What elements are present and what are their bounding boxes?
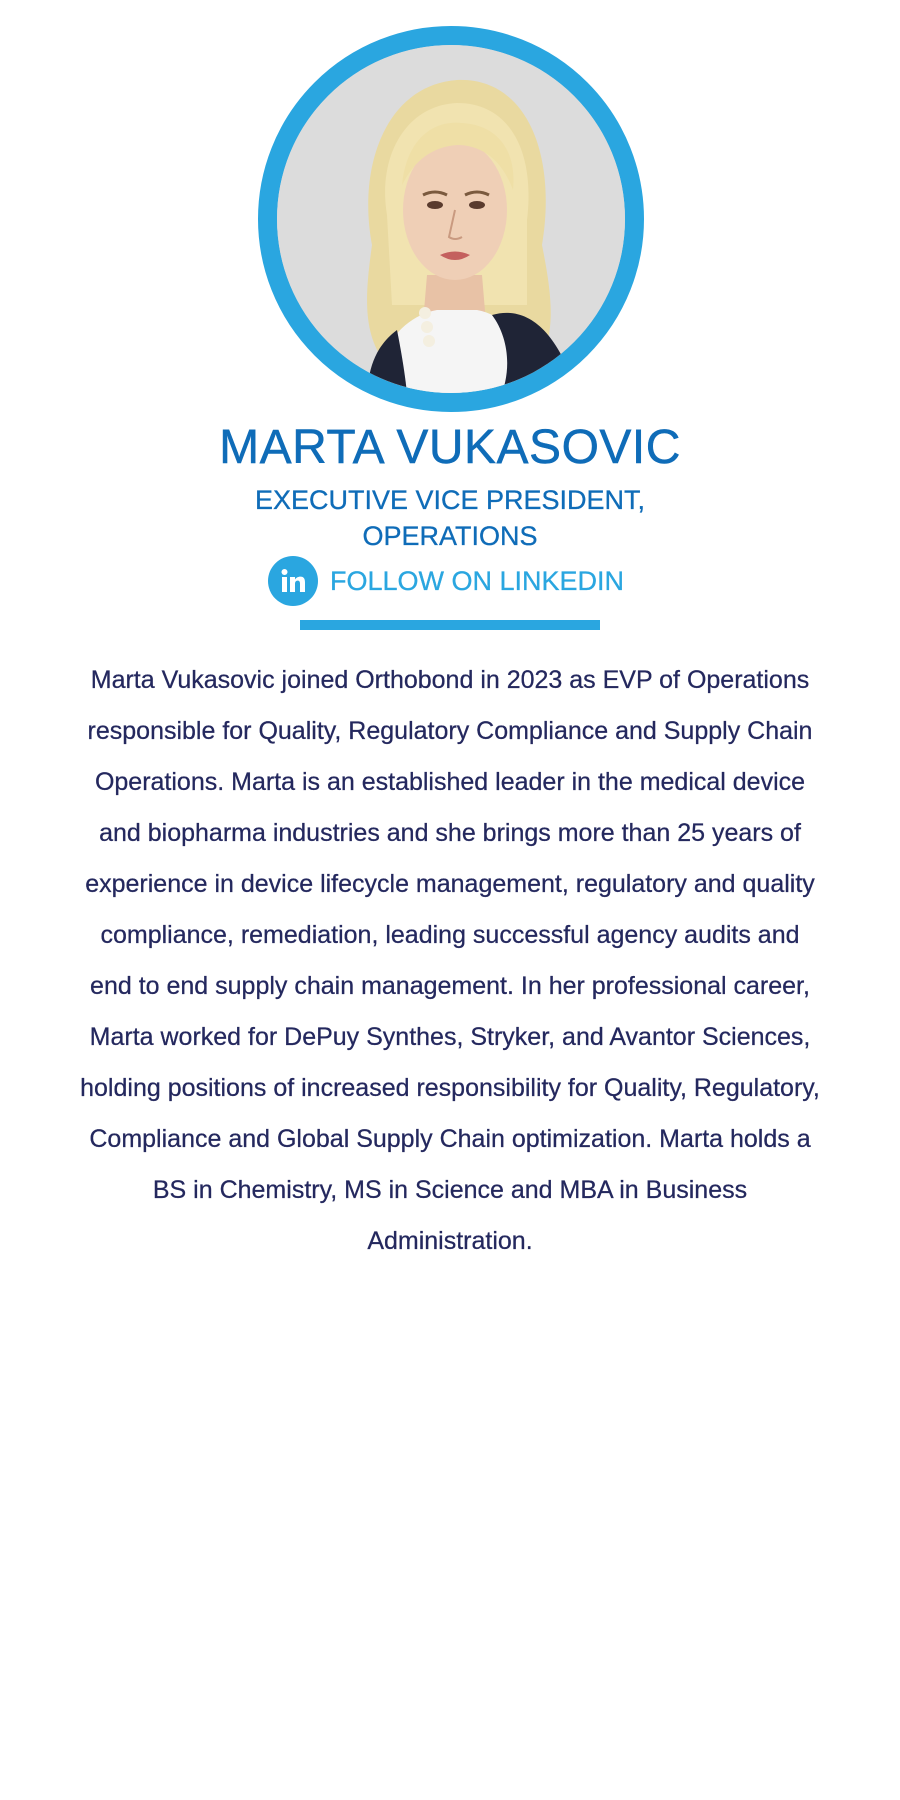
section-divider xyxy=(300,620,600,630)
portrait-illustration xyxy=(277,45,625,393)
job-title-line-2: OPERATIONS xyxy=(362,521,538,551)
follow-on-linkedin-link[interactable] xyxy=(268,556,624,606)
linkedin-icon[interactable] xyxy=(268,556,318,606)
profile-photo xyxy=(258,26,644,412)
job-title xyxy=(0,482,900,554)
person-name: MARTA VUKASOVIC xyxy=(219,421,681,474)
job-title-line-1: EXECUTIVE VICE PRESIDENT, xyxy=(254,485,646,515)
linkedin-logo-glyph xyxy=(278,566,308,596)
biography-text: Marta Vukasovic joined Orthobond in 2023 as EVP of Operations responsible for Quality, Regulatory Compliance and Supply Chain Operations. Marta is an established leader in the medical device and biopharma industries and she brings more than 25 years of experience in device lifecycle management, regulatory and quality compliance, remediation, leading successful agency audits and end to end supply chain management. In her professional career, Marta worked for DePuy Synthes, Stryker, and Avantor Sciences, holding positions of increased responsibility for Quality, Regulatory, Compliance and Global Supply Chain optimization. Marta holds a BS in Chemistry, MS in Science and MBA in Business Administration. xyxy=(80,666,820,1255)
follow-on-linkedin-label[interactable]: FOLLOW ON LINKEDIN xyxy=(330,566,625,596)
